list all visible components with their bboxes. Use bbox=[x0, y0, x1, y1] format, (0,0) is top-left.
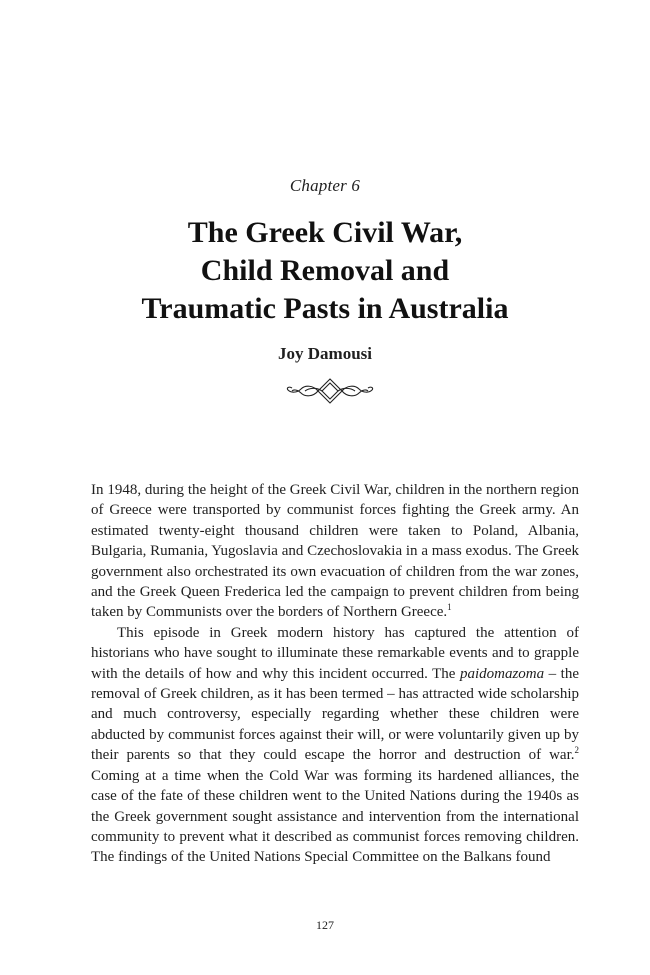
chapter-title bbox=[0, 214, 650, 328]
paragraph-1-text: In 1948, during the height of the Greek Civil War, children in the northern region of Greece were transported by communist forces fighting the Greek army. An estimated twenty-eight thousand children were taken to Poland, Albania, Bulgaria, Rumania, Yugoslavia and Czechoslovakia in a mass exodus. The Greek government also orchestrated its own evacuation of children from the war zones, and the Greek Queen Frederica led the campaign to prevent children from being taken by Communists over the borders of Northern Greece. bbox=[91, 482, 579, 621]
paragraph-2-text-c: Coming at a time when the Cold War was forming its hardened alliances, the case of the fate of these children went to the United Nations during the 1940s as the Greek government sought assistance and intervention from the international community to prevent what it described as communist forces removing children. The findings of the United Nations Special Committee on the Balkans found bbox=[91, 767, 579, 866]
paragraph-2-text-a: This episode in Greek modern history has captured the attention of historians who have sought to illuminate these remarkable events and to grapple with the details of how and why this incident occurred. The bbox=[91, 624, 579, 682]
title-line-3: Traumatic Pasts in Australia bbox=[141, 292, 509, 325]
italic-term: paidomazoma bbox=[459, 665, 545, 682]
chapter-body bbox=[91, 480, 579, 868]
paragraph-1 bbox=[91, 480, 579, 623]
footnote-ref-2[interactable]: 2 bbox=[574, 745, 579, 756]
chapter-label: Chapter 6 bbox=[289, 176, 361, 195]
paragraph-2-text-b: – the removal of Greek children, as it has been termed – has attracted wide scholarship and much controversy, especially regarding whether these children were abducted by communist forces against their will, or were voluntarily given up by their parents so that they could escape the horror and destruction of war. bbox=[91, 665, 580, 764]
author-name: Joy Damousi bbox=[278, 344, 372, 363]
title-line-1: The Greek Civil War, bbox=[187, 216, 463, 249]
paragraph-2 bbox=[91, 623, 579, 868]
footnote-ref-1[interactable]: 1 bbox=[447, 602, 452, 613]
title-line-2: Child Removal and bbox=[200, 254, 450, 287]
page-number: 127 bbox=[316, 918, 334, 932]
flourish-ornament-icon bbox=[285, 376, 375, 406]
